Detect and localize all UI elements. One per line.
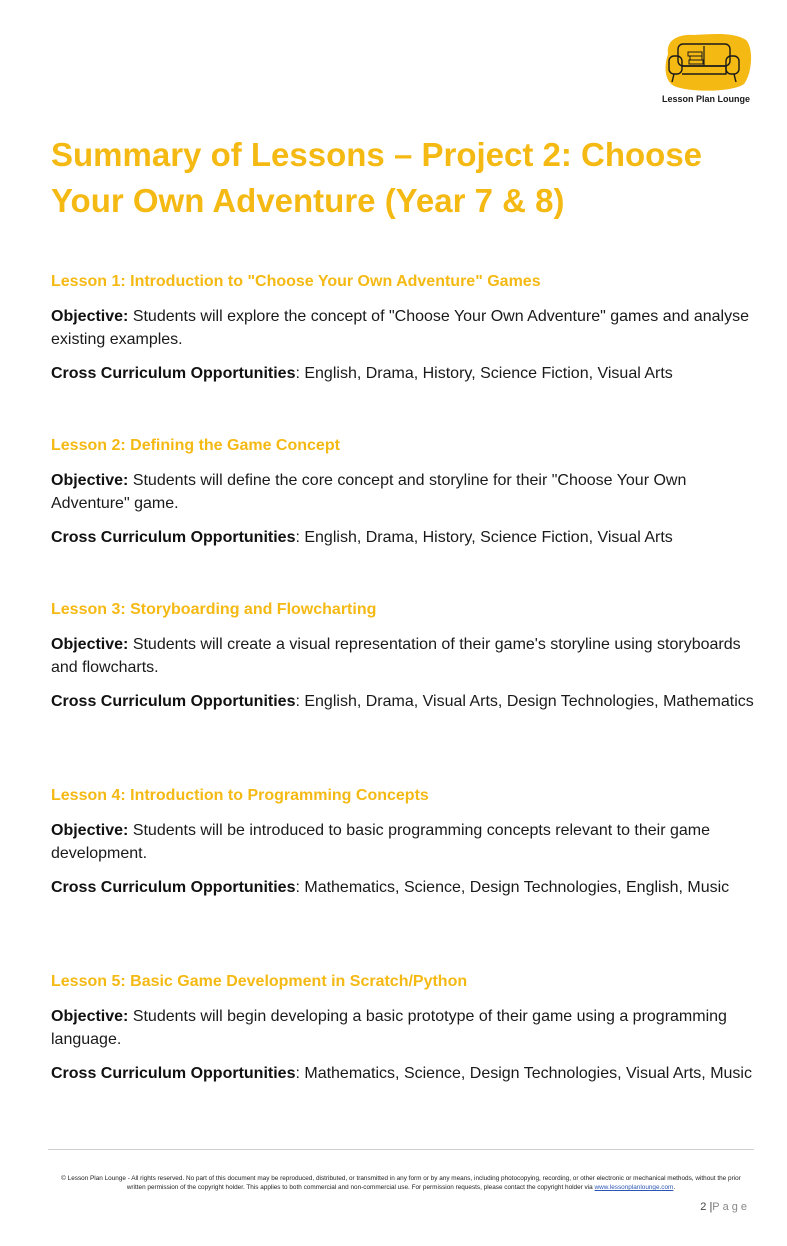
lesson-heading: Lesson 3: Storyboarding and Flowcharting xyxy=(51,601,377,618)
lesson-cross-curriculum: Cross Curriculum Opportunities: Mathematics, Science, Design Technologies, English, Music xyxy=(51,879,730,896)
lesson-objective: Objective: Students will explore the concept of "Choose Your Own Adventure" games and analyse existing examples. xyxy=(51,308,749,348)
lesson-section-2 xyxy=(51,436,759,560)
lesson-heading: Lesson 2: Defining the Game Concept xyxy=(51,437,340,454)
lesson-objective: Objective: Students will create a visual representation of their game's storyline using storyboards and flowcharts. xyxy=(51,636,741,676)
lesson-heading: Lesson 1: Introduction to "Choose Your Own Adventure" Games xyxy=(51,273,541,290)
lesson-objective: Objective: Students will define the core concept and storyline for their "Choose Your Own Adventure" game. xyxy=(51,472,687,512)
lesson-cross-curriculum: Cross Curriculum Opportunities: English, Drama, Visual Arts, Design Technologies, Mathematics xyxy=(51,693,754,710)
lesson-objective: Objective: Students will begin developing a basic prototype of their game using a programming language. xyxy=(51,1008,727,1048)
lesson-heading: Lesson 4: Introduction to Programming Concepts xyxy=(51,787,429,804)
lesson-objective: Objective: Students will be introduced to basic programming concepts relevant to their game development. xyxy=(51,822,711,862)
lesson-cross-curriculum: Cross Curriculum Opportunities: English, Drama, History, Science Fiction, Visual Arts xyxy=(51,529,673,546)
lesson-section-3 xyxy=(51,600,759,724)
sofa-logo-icon xyxy=(660,32,752,94)
footer-divider xyxy=(48,1149,754,1150)
page-title: Summary of Lessons – Project 2: Choose Your Own Adventure (Year 7 & 8) xyxy=(51,136,703,219)
lesson-section-5 xyxy=(51,972,759,1096)
footer-copyright: © Lesson Plan Lounge - All rights reserved. No part of this document may be reproduced, distributed, or transmitted in any form or by any means, including photocopying, recording, or other electronic or mechanical methods, without the prior written permission of the copyright holder. This applies to both commercial and non-commercial use. For permission requests, please contact the copyright holder via www.lessonplanlounge.com. xyxy=(61,1175,741,1191)
lesson-heading: Lesson 5: Basic Game Development in Scratch/Python xyxy=(51,973,468,990)
lesson-cross-curriculum: Cross Curriculum Opportunities: English, Drama, History, Science Fiction, Visual Arts xyxy=(51,365,673,382)
lesson-section-1 xyxy=(51,272,759,396)
lesson-cross-curriculum: Cross Curriculum Opportunities: Mathematics, Science, Design Technologies, Visual Arts, Music xyxy=(51,1065,752,1082)
page-number: 2 |Page xyxy=(700,1201,750,1213)
brand-logo xyxy=(656,32,756,108)
lesson-section-4 xyxy=(51,786,759,910)
footer-website-link[interactable]: www.lessonplanlounge.com xyxy=(594,1184,674,1191)
brand-name: Lesson Plan Lounge xyxy=(661,94,750,104)
